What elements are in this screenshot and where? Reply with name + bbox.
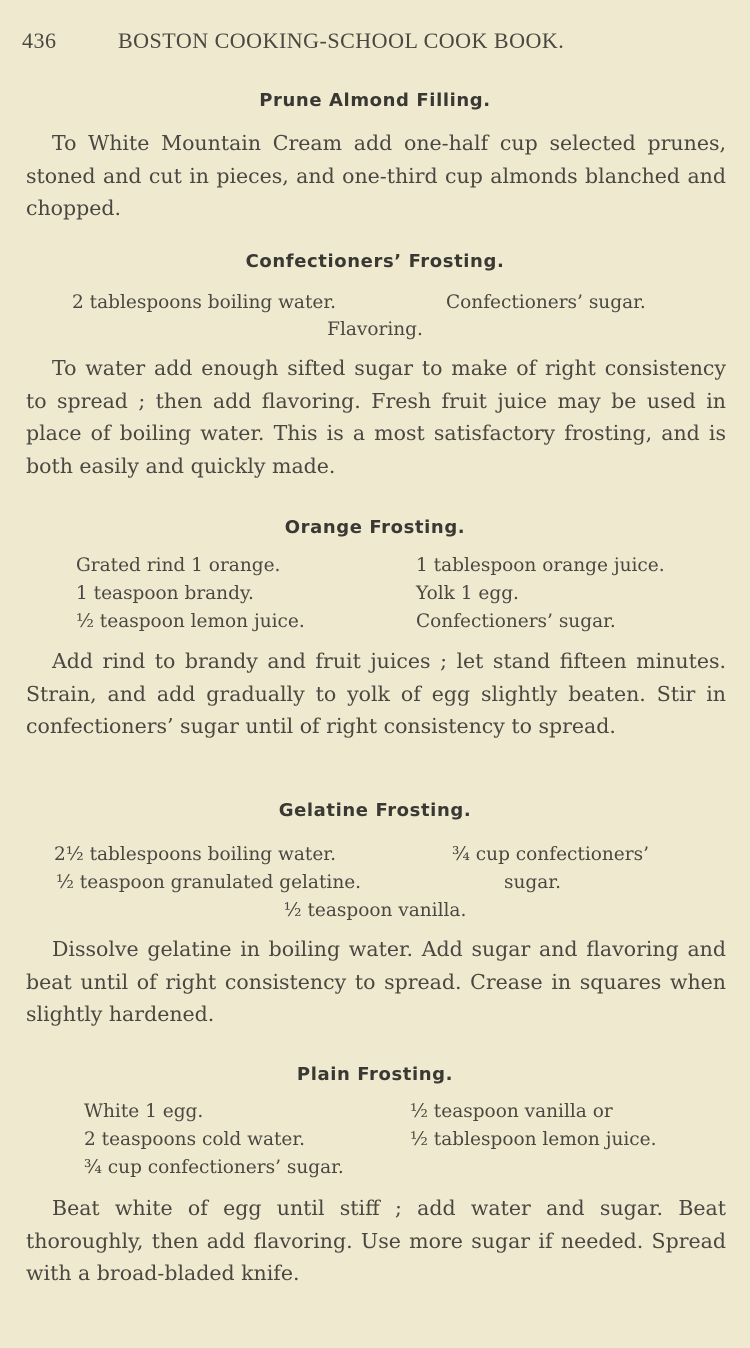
page-number: 436 — [22, 28, 57, 53]
ingredient: 2½ tablespoons boiling water. — [54, 844, 336, 865]
ingredient: ¾ cup confectioners’ sugar. — [84, 1157, 344, 1178]
recipe-title: Prune Almond Filling. — [259, 90, 491, 111]
ingredient: Confectioners’ sugar. — [416, 611, 616, 632]
ingredient: ½ teaspoon vanilla. — [283, 900, 467, 921]
ingredient: 1 teaspoon brandy. — [76, 583, 254, 604]
recipe-title: Gelatine Frosting. — [278, 800, 472, 821]
ingredient: Confectioners’ sugar. — [446, 292, 646, 313]
ingredient: 2 teaspoons cold water. — [84, 1129, 306, 1150]
ingredient: ½ teaspoon granulated gelatine. — [56, 872, 362, 893]
ingredient: ¾ cup confectioners’ — [452, 844, 649, 865]
recipe-text: Dissolve gelatine in boiling water. Add sugar and flavoring and beat until of right consistency to spread. Crease in squares when slightly hardened. — [26, 937, 726, 1026]
ingredient: 1 tablespoon orange juice. — [416, 555, 665, 576]
recipe-title: Confectioners’ Frosting. — [245, 251, 505, 272]
ingredient: 2 tablespoons boiling water. — [72, 292, 337, 313]
ingredient: Grated rind 1 orange. — [76, 555, 281, 576]
recipe-title: Plain Frosting. — [296, 1064, 454, 1085]
running-head — [22, 28, 728, 54]
ingredient: ½ teaspoon vanilla or — [410, 1101, 613, 1122]
ingredient: Yolk 1 egg. — [416, 583, 519, 604]
recipe-text: To water add enough sifted sugar to make of right consistency to spread ; then add flavoring. Fresh fruit juice may be used in place of boiling water. This is a most satisfactory frosting, and is both easily and quickly made. — [26, 356, 726, 478]
recipe-text: Beat white of egg until stiff ; add water and sugar. Beat thoroughly, then add flavoring. Use more sugar if needed. Spread with a broad-bladed knife. — [26, 1196, 726, 1285]
ingredient: sugar. — [504, 872, 561, 893]
recipe-text: Add rind to brandy and fruit juices ; let stand fifteen minutes. Strain, and add gradually to yolk of egg slightly beaten. Stir in confectioners’ sugar until of right consistency to spread. — [26, 649, 726, 738]
recipe-text: To White Mountain Cream add one-half cup selected prunes, stoned and cut in pieces, and one-third cup almonds blanched and chopped. — [26, 131, 726, 220]
ingredient: White 1 egg. — [84, 1101, 204, 1122]
ingredient: ½ tablespoon lemon juice. — [410, 1129, 657, 1150]
recipe-title: Orange Frosting. — [284, 517, 466, 538]
book-title: BOSTON COOKING-SCHOOL COOK BOOK. — [118, 28, 565, 53]
ingredient: ½ teaspoon lemon juice. — [76, 611, 305, 632]
ingredient: Flavoring. — [327, 319, 423, 340]
